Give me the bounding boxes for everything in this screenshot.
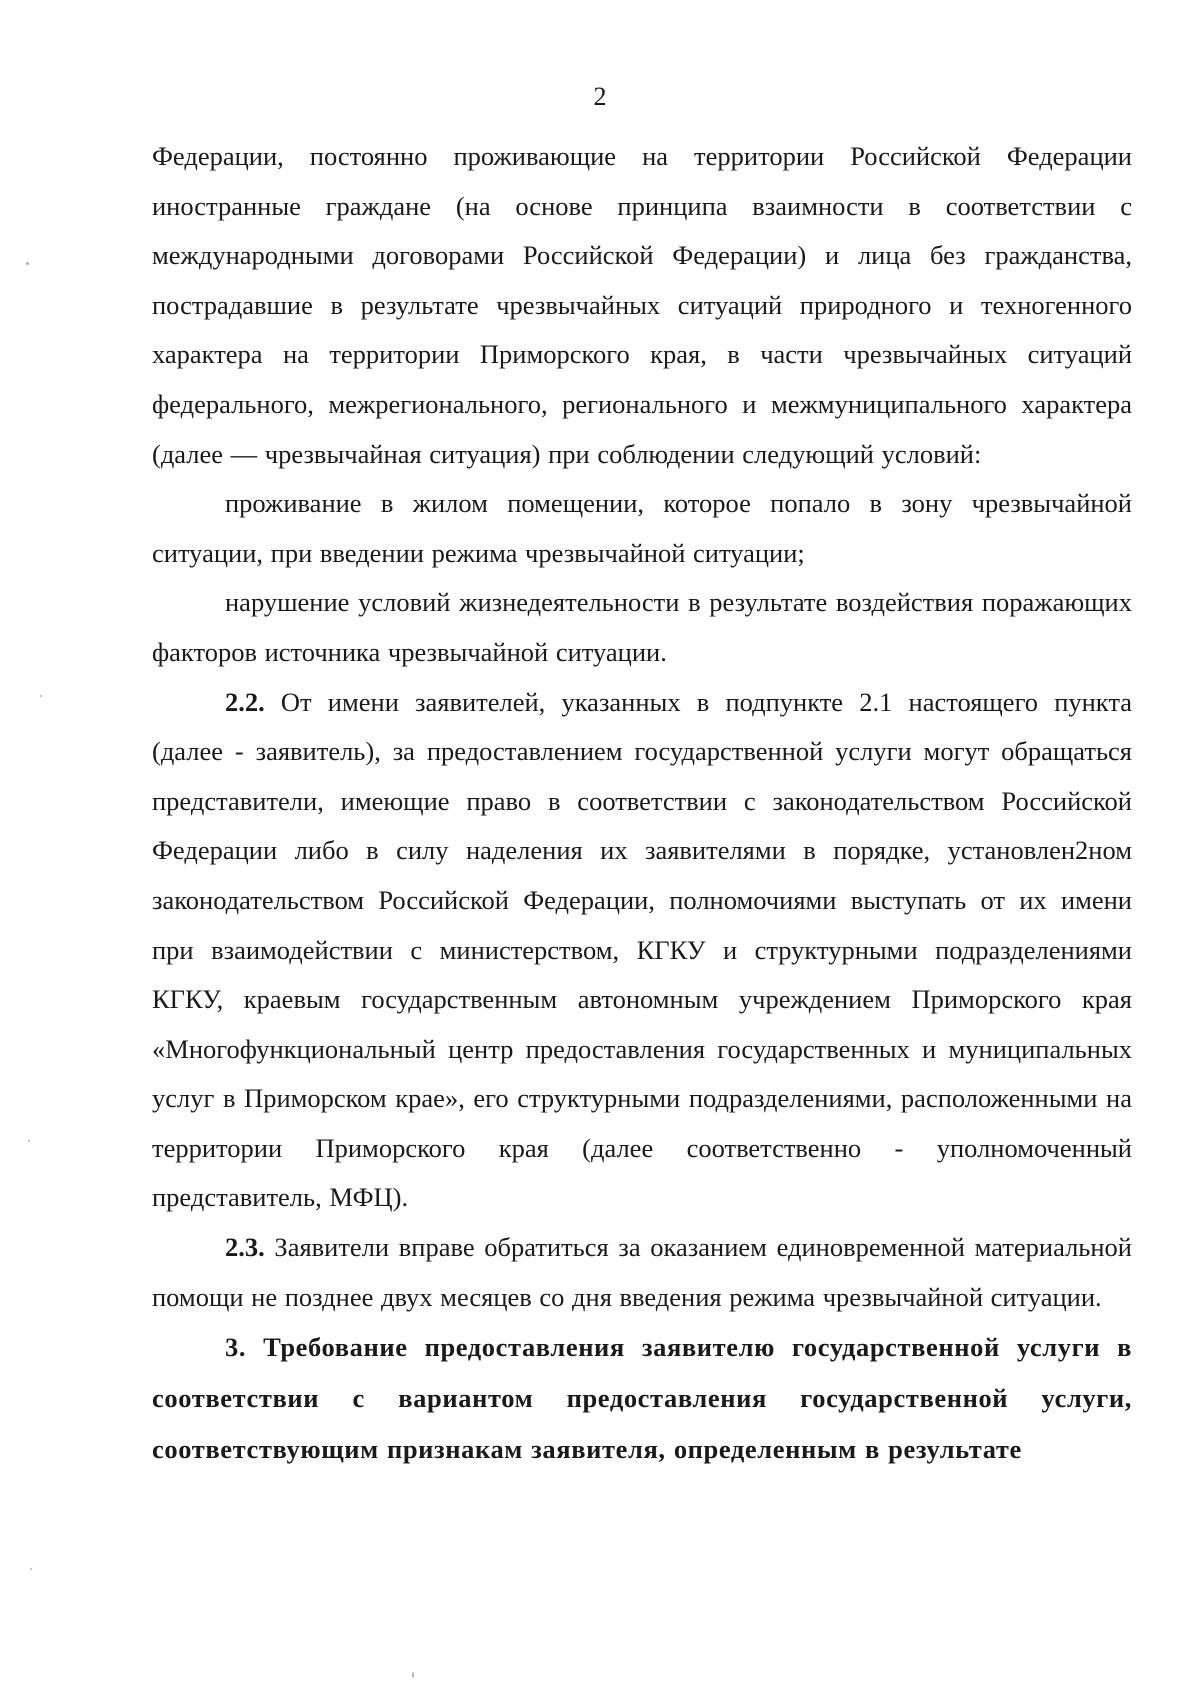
page-number: 2 [593, 82, 607, 111]
clause-number: 2.3. [225, 1232, 265, 1263]
paragraph-condition-disruption [152, 578, 1132, 677]
paragraph-text: нарушение условий жизнедеятельности в результате воздействия поражающих факторов источника чрезвычайной ситуации. [152, 587, 1132, 667]
paragraph-text: Федерации, постоянно проживающие на территории Российской Федерации иностранные граждане (на основе принципа взаимности в соответствии с международными договорами Российской Федерации) и лица без гражданства, пострадавшие в результате чрезвычайных ситуаций природного и техногенного характера на территории Приморского края, в части чрезвычайных ситуаций федерального, межрегионального, регионального и межмуниципального характера (далее — чрезвычайная ситуация) при соблюдении следующий условий: [152, 141, 1132, 469]
paragraph-2-2-representatives [152, 678, 1132, 1224]
paragraph-text: проживание в жилом помещении, которое попало в зону чрезвычайной ситуации, при введении режима чрезвычайной ситуации; [152, 488, 1132, 568]
scan-speck [30, 1568, 32, 1570]
clause-number: 2.2. [225, 686, 265, 717]
paragraph-eligible-applicants [152, 132, 1132, 479]
paragraph-text: Заявители вправе обратиться за оказанием единовременной материальной помощи не позднее двух месяцев со дня введения режима чрезвычайной ситуации. [152, 1232, 1132, 1312]
scan-speck [28, 1140, 30, 1142]
scan-speck [412, 1672, 414, 1678]
scan-speck [26, 262, 29, 265]
paragraph-2-3-deadline [152, 1223, 1132, 1322]
heading-text: 3. Требование предоставления заявителю государственной услуги в соответствии с вариантом предоставления государственной услуги, соответствующим признакам заявителя, определенным в результате [152, 1332, 1132, 1465]
paragraph-text: От имени заявителей, указанных в подпункте 2.1 настоящего пункта (далее - заявитель), за предоставлением государственной услуги могут обращаться представители, имеющие право в соответствии с законодательством Российской Федерации либо в силу наделения их заявителями в порядке, установлен2ном законодательством Российской Федерации, полномочиями выступать от их имени при взаимодействии с министерством, КГКУ и структурными подразделениями КГКУ, краевым государственным автономным учреждением Приморского края «Многофункциональный центр предоставления государственных и муниципальных услуг в Приморском крае», его структурными подразделениями, расположенными на территории Приморского края (далее соответственно - уполномоченный представитель, МФЦ). [152, 686, 1132, 1213]
scan-speck [40, 695, 42, 697]
paragraph-condition-residence [152, 479, 1132, 578]
section-3-heading [152, 1322, 1132, 1475]
document-body [152, 132, 1132, 1475]
